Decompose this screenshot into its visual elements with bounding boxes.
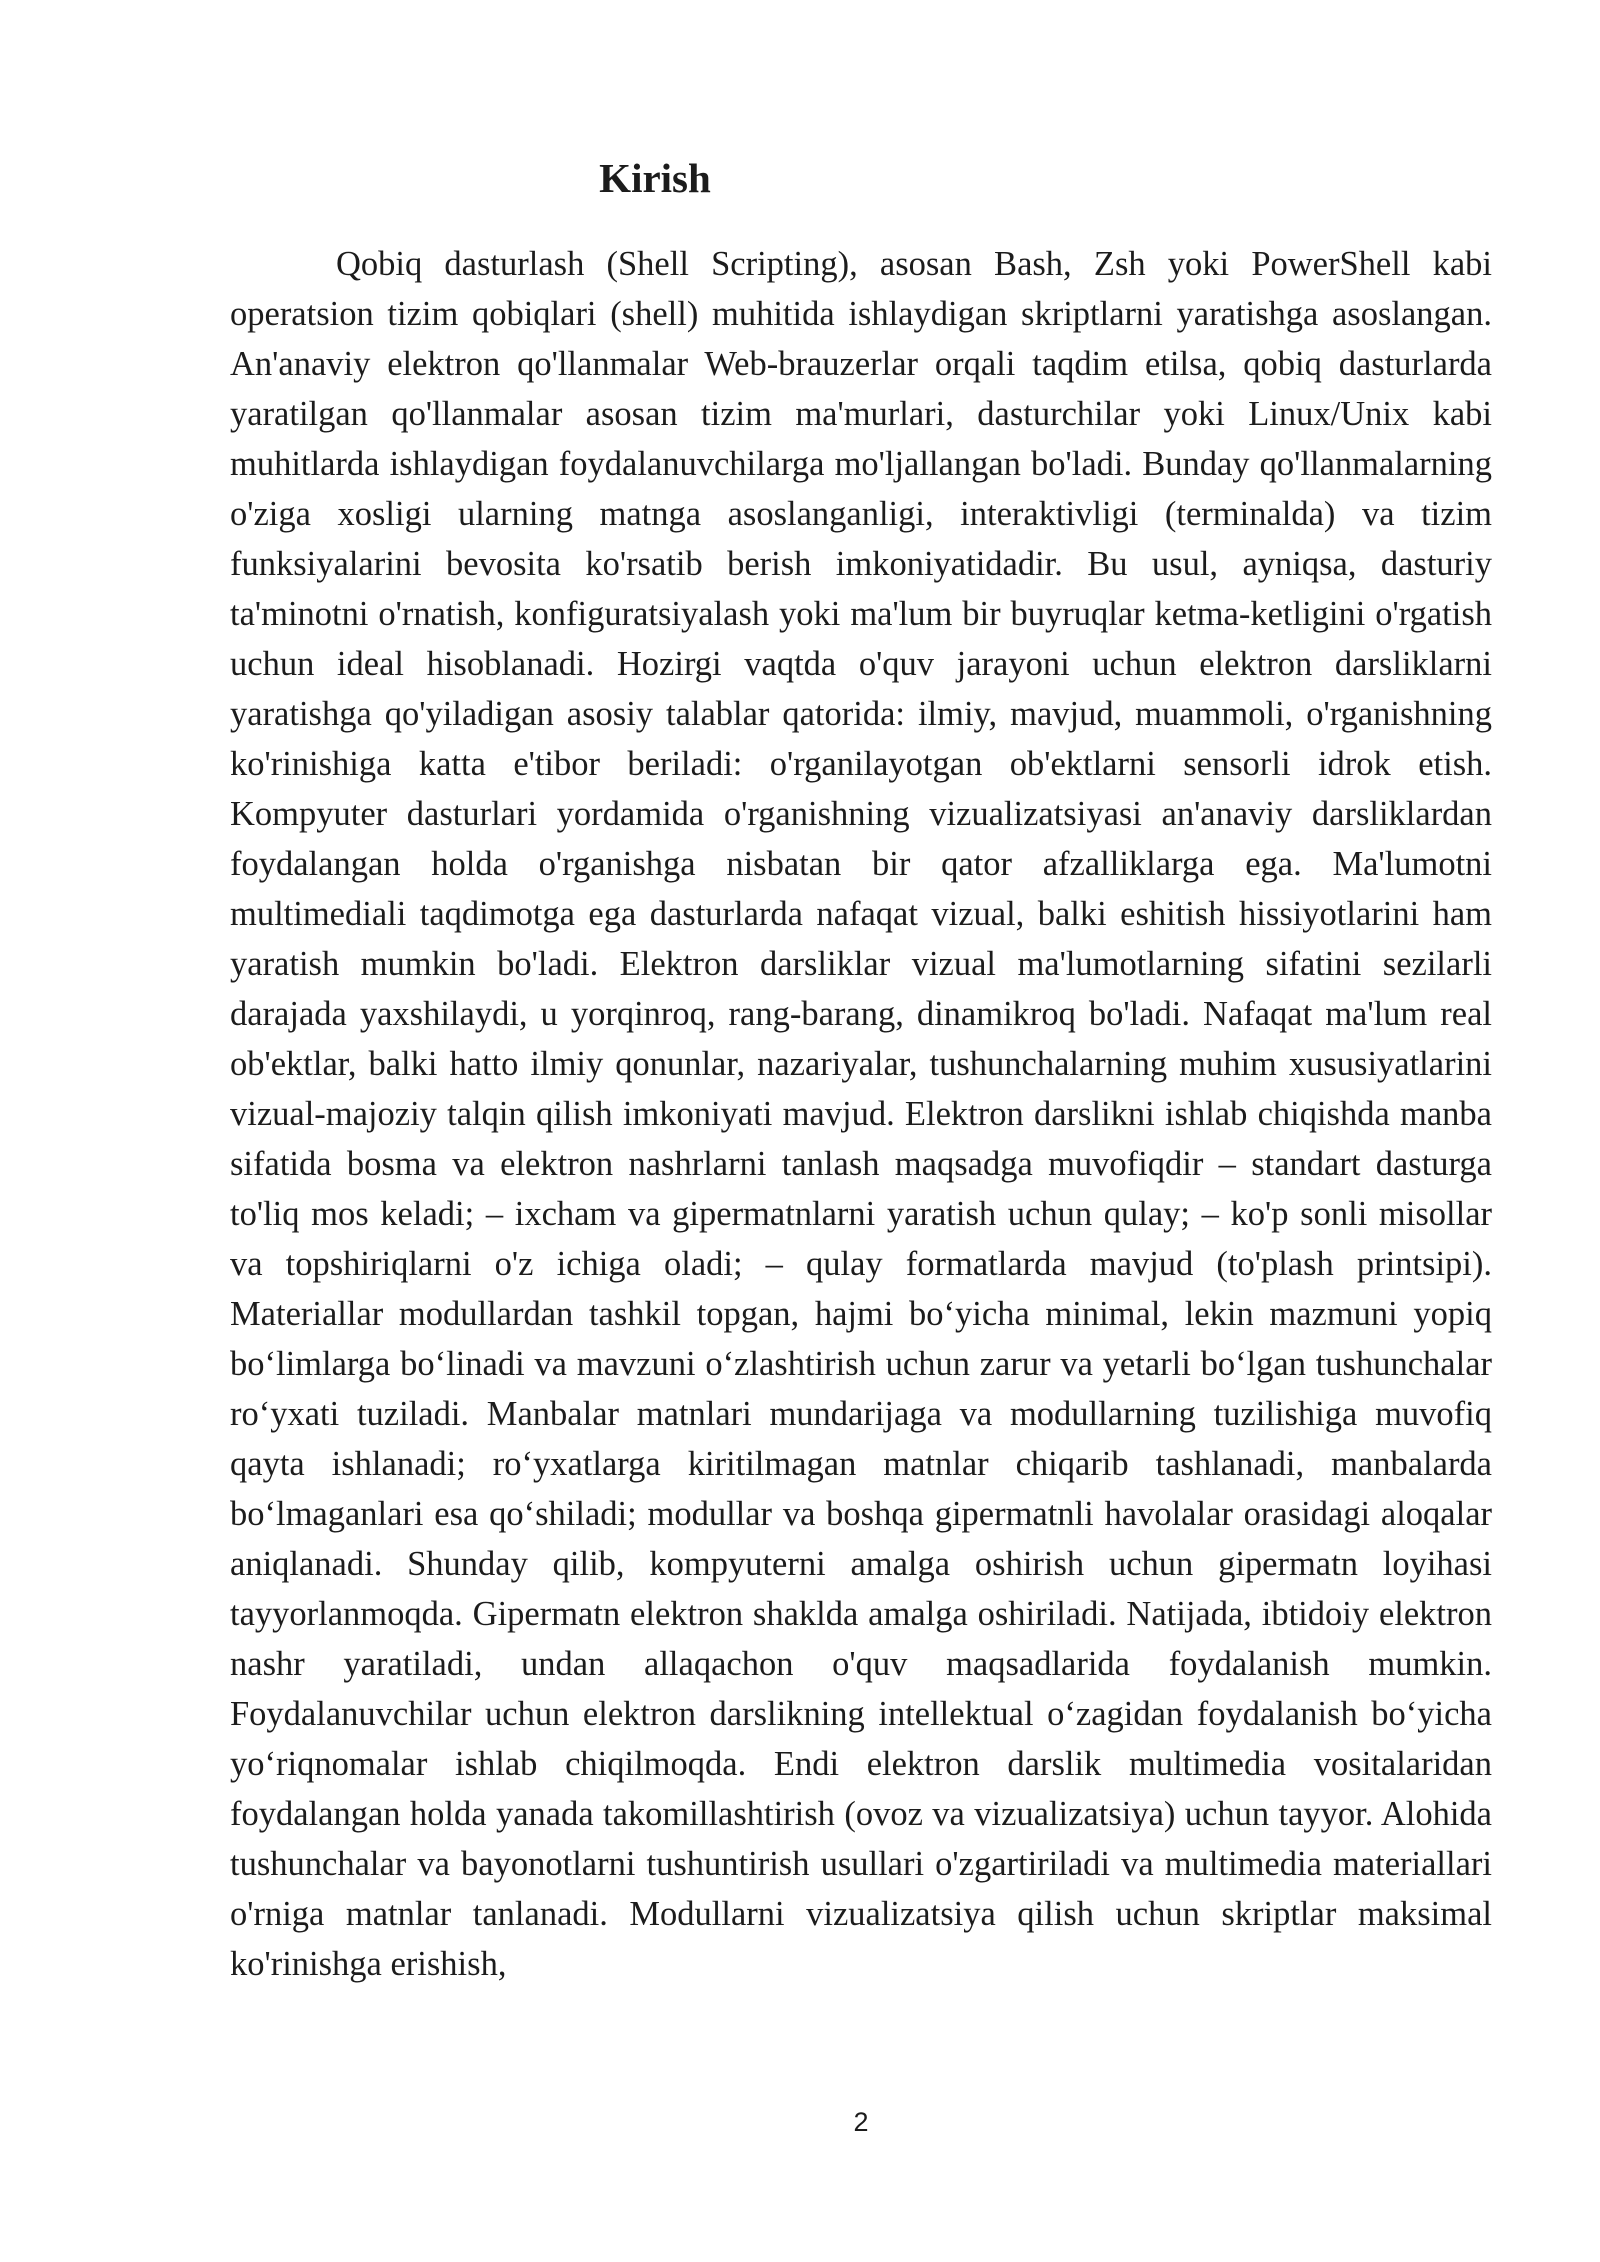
page-number: 2 — [853, 2107, 869, 2137]
body-paragraph: Qobiq dasturlash (Shell Scripting), asosan Bash, Zsh yoki PowerShell kabi operatsion tizim qobiqlari (shell) muhitida ishlaydigan skriptlarni yaratishga asoslangan. An'anaviy elektron qo'llanmalar Web-brauzerlar orqali taqdim etilsa, qobiq dasturlarda yaratilgan qo'llanmalar asosan tizim ma'murlari, dasturchilar yoki Linux/Unix kabi muhitlarda ishlaydigan foydalanuvchilarga mo'ljallangan bo'ladi. Bunday qo'llanmalarning o'ziga xosligi ularning matnga asoslanganligi, interaktivligi (terminalda) va tizim funksiyalarini bevosita ko'rsatib berish imkoniyatidadir. Bu usul, ayniqsa, dasturiy ta'minotni o'rnatish, konfiguratsiyalash yoki ma'lum bir buyruqlar ketma-ketligini o'rgatish uchun ideal hisoblanadi. Hozirgi vaqtda o'quv jarayoni uchun elektron darsliklarni yaratishga qo'yiladigan asosiy talablar qatorida: ilmiy, mavjud, muammoli, o'rganishning ko'rinishiga katta e'tibor beriladi: o'rganilayotgan ob'ektlarni sensorli idrok etish. Kompyuter dasturlari yordamida o'rganishning vizualizatsiyasi an'anaviy darsliklardan foydalangan holda o'rganishga nisbatan bir qator afzalliklarga ega. Ma'lumotni multimediali taqdimotga ega dasturlarda nafaqat vizual, balki eshitish hissiyotlarini ham yaratish mumkin bo'ladi. Elektron darsliklar vizual ma'lumotlarning sifatini sezilarli darajada yaxshilaydi, u yorqinroq, rang-barang, dinamikroq bo'ladi. Nafaqat ma'lum real ob'ektlar, balki hatto ilmiy qonunlar, nazariyalar, tushunchalarning muhim xususiyatlarini vizual-majoziy talqin qilish imkoniyati mavjud. Elektron darslikni ishlab chiqishda manba sifatida bosma va elektron nashrlarni tanlash maqsadga muvofiqdir – standart dasturga to'liq mos keladi; – ixcham va gipermatnlarni yaratish uchun qulay; – ko'p sonli misollar va topshiriqlarni o'z ichiga oladi; – qulay formatlarda mavjud (to'plash printsipi). Materiallar modullardan tashkil topgan, hajmi bo‘yicha minimal, lekin mazmuni yopiq bo‘limlarga bo‘linadi va mavzuni o‘zlashtirish uchun zarur va yetarli bo‘lgan tushunchalar ro‘yxati tuziladi. Manbalar matnlari mundarijaga va modullarning tuzilishiga muvofiq qayta ishlanadi; ro‘yxatlarga kiritilmagan matnlar chiqarib tashlanadi, manbalarda bo‘lmaganlari esa qo‘shiladi; modullar va boshqa gipermatnli havolalar orasidagi aloqalar aniqlanadi. Shunday qilib, kompyuterni amalga oshirish uchun gipermatn loyihasi tayyorlanmoqda. Gipermatn elektron shaklda amalga oshiriladi. Natijada, ibtidoiy elektron nashr yaratiladi, undan allaqachon o'quv maqsadlarida foydalanish mumkin. Foydalanuvchilar uchun elektron darslikning intellektual o‘zagidan foydalanish bo‘yicha yo‘riqnomalar ishlab chiqilmoqda. Endi elektron darslik multimedia vositalaridan foydalangan holda yanada takomillashtirish (ovoz va vizualizatsiya) uchun tayyor. Alohida tushunchalar va bayonotlarni tushuntirish usullari o'zgartiriladi va multimedia materiallari o'rniga matnlar tanlanadi. Modullarni vizualizatsiya qilish uchun skriptlar maksimal ko'rinishga erishish, — [230, 245, 1492, 1983]
page-title: Kirish — [599, 155, 711, 201]
